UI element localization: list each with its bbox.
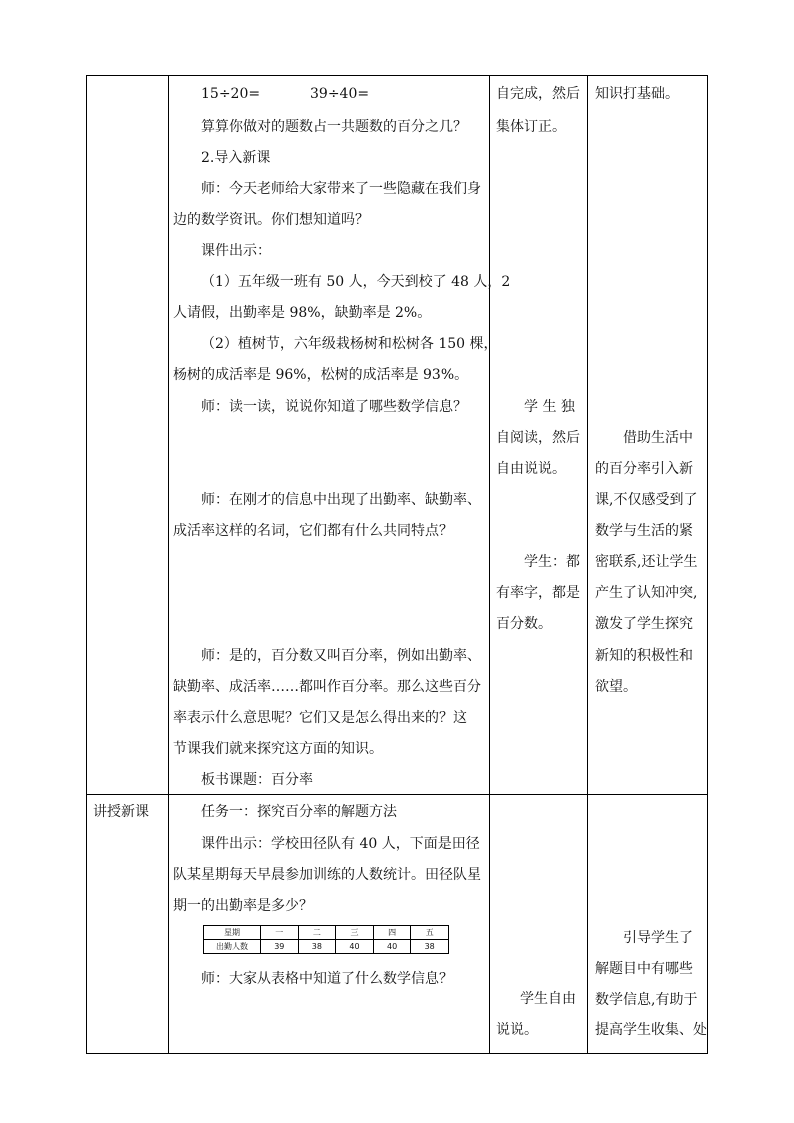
design-intent-line: 新知的积极性和 xyxy=(595,648,693,664)
design-intent-line: 借助生活中 xyxy=(623,430,693,446)
attendance-table xyxy=(203,925,449,954)
table-col-divider xyxy=(489,75,490,1054)
student-activity-line: 学生自由 xyxy=(520,991,576,1007)
attendance-header-row xyxy=(204,926,449,940)
design-intent-line: 欲望。 xyxy=(595,679,637,695)
process-line: （1）五年级一班有 50 人，今天到校了 48 人，2 xyxy=(201,274,511,290)
process-line: 节课我们就来探究这方面的知识。 xyxy=(173,741,383,757)
design-intent-line: 密联系,还让学生 xyxy=(595,554,698,570)
process-line: 率表示什么意思呢？它们又是怎么得出来的？这 xyxy=(173,710,467,726)
process-line: 师：是的，百分数又叫百分率，例如出勤率、 xyxy=(201,648,481,664)
table-col-divider xyxy=(168,75,169,1054)
attendance-value-cell: 39 xyxy=(261,940,299,954)
process-line: （2）植树节，六年级栽杨树和松树各 150 棵， xyxy=(201,336,498,352)
process-line: 成活率这样的名词，它们都有什么共同特点？ xyxy=(173,523,453,539)
attendance-value-cell: 出勤人数 xyxy=(204,940,261,954)
process-line: 39÷40= xyxy=(310,86,370,102)
process-line: 算算你做对的题数占一共题数的百分之几？ xyxy=(201,119,467,135)
attendance-header-cell: 二 xyxy=(298,926,336,940)
student-activity-line: 百分数。 xyxy=(496,616,552,632)
design-intent-line: 激发了学生探究 xyxy=(595,616,693,632)
table-row-divider xyxy=(86,794,708,795)
process-line: 课件出示： xyxy=(201,243,271,259)
table-border-top xyxy=(86,75,708,76)
section-label: 讲授新课 xyxy=(93,804,149,820)
process-line: 15÷20= xyxy=(201,86,261,102)
table-border-right xyxy=(707,75,708,1054)
table-border-bottom xyxy=(86,1053,708,1054)
attendance-value-row xyxy=(204,940,449,954)
student-activity-line: 学 生 独 xyxy=(524,399,575,415)
process-line: 人请假，出勤率是 98%，缺勤率是 2%。 xyxy=(173,305,432,321)
design-intent-line: 引导学生了 xyxy=(623,930,693,946)
process-line: 课件出示：学校田径队有 40 人，下面是田径 xyxy=(201,836,480,852)
design-intent-line: 提高学生收集、处 xyxy=(595,1022,707,1038)
student-activity-line: 学生：都 xyxy=(524,554,580,570)
table-col-divider xyxy=(587,75,588,1054)
student-activity-line: 说说。 xyxy=(496,1022,538,1038)
design-intent-line: 解题目中有哪些 xyxy=(595,961,693,977)
attendance-header-cell: 星期 xyxy=(204,926,261,940)
process-line: 杨树的成活率是 96%，松树的成活率是 93%。 xyxy=(173,367,469,383)
process-line: 任务一：探究百分率的解题方法 xyxy=(201,804,397,820)
design-intent-line: 数学信息,有助于 xyxy=(595,992,698,1008)
process-line: 缺勤率、成活率……都叫作百分率。那么这些百分 xyxy=(173,679,481,695)
process-line: 边的数学资讯。你们想知道吗？ xyxy=(173,212,369,228)
process-line: 师：在刚才的信息中出现了出勤率、缺勤率、 xyxy=(201,492,481,508)
attendance-value-cell: 38 xyxy=(298,940,336,954)
student-activity-line: 集体订正。 xyxy=(496,119,566,135)
design-intent-line: 数学与生活的紧 xyxy=(595,523,693,539)
attendance-value-cell: 40 xyxy=(336,940,374,954)
design-intent-line: 的百分率引入新 xyxy=(595,461,693,477)
design-intent-line: 知识打基础。 xyxy=(595,86,679,102)
student-activity-line: 有率字，都是 xyxy=(496,585,580,601)
process-line: 师：大家从表格中知道了什么数学信息？ xyxy=(201,971,453,987)
process-line: 队某星期每天早晨参加训练的人数统计。田径队星 xyxy=(173,867,481,883)
table-border-left xyxy=(86,75,87,1054)
process-line: 板书课题：百分率 xyxy=(201,772,313,788)
student-activity-line: 自由说说。 xyxy=(496,461,566,477)
attendance-header-cell: 五 xyxy=(411,926,449,940)
process-line: 2.导入新课 xyxy=(201,150,271,166)
attendance-value-cell: 38 xyxy=(411,940,449,954)
process-line: 师：读一读，说说你知道了哪些数学信息？ xyxy=(201,399,467,415)
student-activity-line: 自完成，然后 xyxy=(496,86,580,102)
design-intent-line: 课,不仅感受到了 xyxy=(595,492,698,508)
attendance-header-cell: 一 xyxy=(261,926,299,940)
attendance-value-cell: 40 xyxy=(373,940,411,954)
design-intent-line: 产生了认知冲突, xyxy=(595,585,698,601)
process-line: 期一的出勤率是多少？ xyxy=(173,898,313,914)
attendance-header-cell: 四 xyxy=(373,926,411,940)
process-line: 师：今天老师给大家带来了一些隐藏在我们身 xyxy=(201,181,481,197)
student-activity-line: 自阅读，然后 xyxy=(496,430,580,446)
attendance-header-cell: 三 xyxy=(336,926,374,940)
